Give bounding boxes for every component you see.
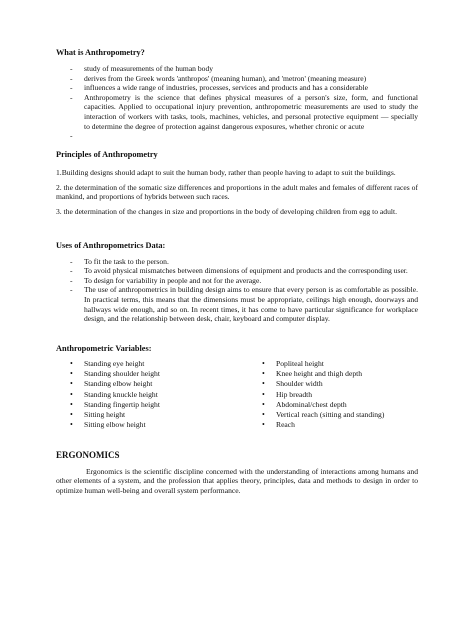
list-item: - To avoid physical mismatches between dimensions of equipment and products and the corresponding user.: [56, 266, 418, 276]
list-item: • Standing knuckle height: [56, 390, 248, 400]
definition-list: [56, 64, 418, 141]
principle-paragraph: 3. the determination of the changes in size and proportions in the body of developing children from egg to adult.: [56, 206, 397, 216]
principle-paragraph: 2. the determination of the somatic size differences and proportions in the adult males and females of different races of mankind, and proportions of hybrids between such races.: [56, 182, 418, 202]
list-item: - influences a wide range of industries, processes, services and products and has a considerable: [56, 83, 418, 93]
heading-variables: Anthropometric Variables:: [56, 343, 152, 353]
list-item: - derives from the Greek words 'anthropos' (meaning human), and 'metron' (meaning measure): [56, 74, 418, 84]
variables-right-column: [248, 359, 408, 431]
principle-paragraph: 1.Building designs should adapt to suit the human body, rather than people having to adapt to suit the buildings.: [56, 168, 396, 178]
list-item: - To design for variability in people and not for the average.: [56, 276, 418, 286]
list-item: • Reach: [248, 420, 408, 430]
list-item: • Standing shoulder height: [56, 369, 248, 379]
list-item: • Standing eye height: [56, 359, 248, 369]
list-item: - Anthropometry is the science that defines physical measures of a person's size, form, and functional capacities. Applied to occupational injury prevention, anthropometric measurements are used to study the interaction of workers with tasks, tools, machines, vehicles, and personal protective equipment — specially to determine the degree of protection against dangerous exposures, whether chronic or acute: [56, 93, 418, 131]
list-item: • Standing fingertip height: [56, 400, 248, 410]
heading-principles: Principles of Anthropometry: [56, 150, 158, 160]
list-item: - The use of anthropometrics in building design aims to ensure that every person is as comfortable as possible. In practical terms, this means that the dimensions must be appropriate, ceilings high enough, doorways and hallways wide enough, and so on. In recent times, it has come to have particular significance for workplace design, and the relationship between desk, chair, keyboard and computer display.: [56, 285, 418, 323]
list-item: - To fit the task to the person.: [56, 257, 418, 267]
list-item: • Abdominal/chest depth: [248, 400, 408, 410]
variables-left-column: [56, 359, 248, 431]
empty-list-item: [56, 131, 418, 141]
list-item: • Popliteal height: [248, 359, 408, 369]
list-item: • Standing elbow height: [56, 379, 248, 389]
list-item: • Hip breadth: [248, 390, 408, 400]
list-item: • Sitting elbow height: [56, 420, 248, 430]
list-item: • Vertical reach (sitting and standing): [248, 410, 408, 420]
list-item: • Sitting height: [56, 410, 248, 420]
heading-ergonomics: ERGONOMICS: [56, 449, 120, 460]
uses-list: [56, 257, 418, 324]
list-item: • Shoulder width: [248, 379, 408, 389]
list-item: • Knee height and thigh depth: [248, 369, 408, 379]
ergonomics-paragraph: Ergonomics is the scientific discipline concerned with the understanding of interactions among humans and other elements of a system, and the profession that applies theory, principles, data and methods to design in order to optimize human well-being and overall system performance.: [56, 466, 418, 495]
list-item: - study of measurements of the human body: [56, 64, 418, 74]
heading-what-is-anthropometry: What is Anthropometry?: [56, 48, 145, 57]
variables-columns: [56, 359, 418, 431]
heading-uses: Uses of Anthropometrics Data:: [56, 240, 166, 250]
